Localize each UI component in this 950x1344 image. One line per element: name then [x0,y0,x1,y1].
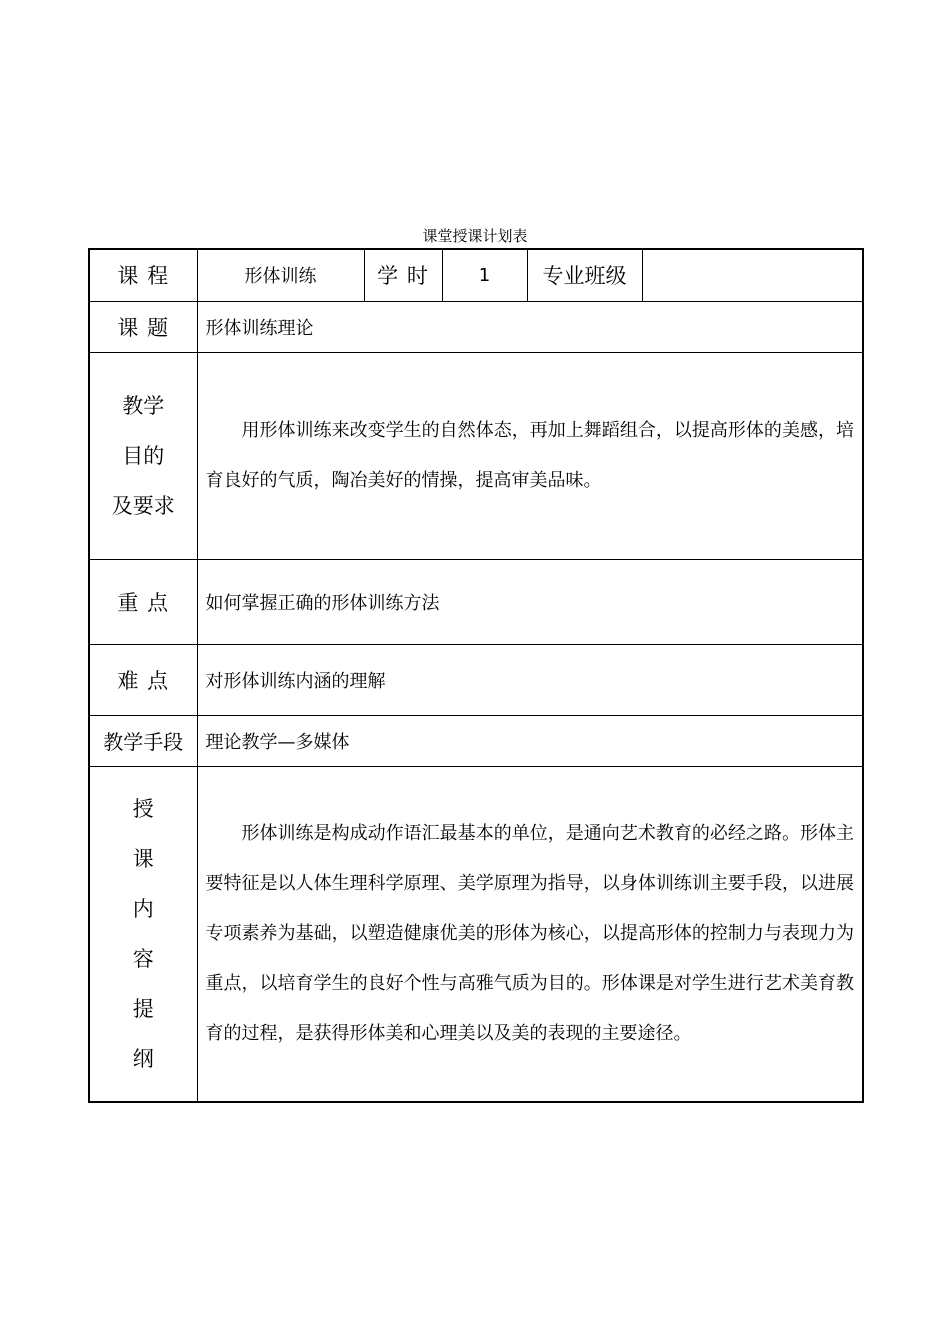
document-title: 课堂授课计划表 [422,227,528,245]
objectives-label-line: 教学 [122,393,165,418]
method-label: 教学手段 [89,715,197,766]
key-point-row [89,559,863,644]
objectives-row [89,352,863,559]
outline-label-char: 提 [132,996,154,1021]
difficulty-row [89,644,863,715]
hours-value: 1 [442,249,527,301]
objectives-label [89,352,197,559]
outline-label [89,766,197,1102]
outline-label-char: 课 [132,846,154,871]
class-value [642,249,863,301]
objectives-label-line: 及要求 [111,493,175,518]
topic-row [89,301,863,352]
objectives-label-line: 目的 [122,443,165,468]
difficulty-value: 对形体训练内涵的理解 [197,644,863,715]
outline-label-char: 纲 [132,1046,154,1071]
difficulty-label: 难 点 [89,644,197,715]
key-point-value: 如何掌握正确的形体训练方法 [197,559,863,644]
course-row [89,249,863,301]
topic-value: 形体训练理论 [197,301,863,352]
method-value: 理论教学—多媒体 [197,715,863,766]
course-label: 课 程 [89,249,197,301]
outline-row [89,766,863,1102]
outline-label-char: 授 [132,796,154,821]
outline-label-char: 容 [132,946,154,971]
lesson-plan-table [88,248,864,1103]
class-label: 专业班级 [527,249,642,301]
objectives-text: 用形体训练来改变学生的自然体态，再加上舞蹈组合，以提高形体的美感，培育良好的气质，陶冶美好的情操，提高审美品味。 [197,352,863,559]
method-row [89,715,863,766]
outline-label-char: 内 [132,896,154,921]
hours-label: 学 时 [364,249,442,301]
topic-label: 课 题 [89,301,197,352]
outline-text: 形体训练是构成动作语汇最基本的单位，是通向艺术教育的必经之路。形体主要特征是以人体生理科学原理、美学原理为指导，以身体训练训主要手段，以进展专项素养为基础，以塑造健康优美的形体为核心，以提高形体的控制力与表现力为重点，以培育学生的良好个性与高雅气质为目的。形体课是对学生进行艺术美育教育的过程，是获得形体美和心理美以及美的表现的主要途径。 [197,766,863,1102]
course-value: 形体训练 [197,249,364,301]
key-point-label: 重 点 [89,559,197,644]
